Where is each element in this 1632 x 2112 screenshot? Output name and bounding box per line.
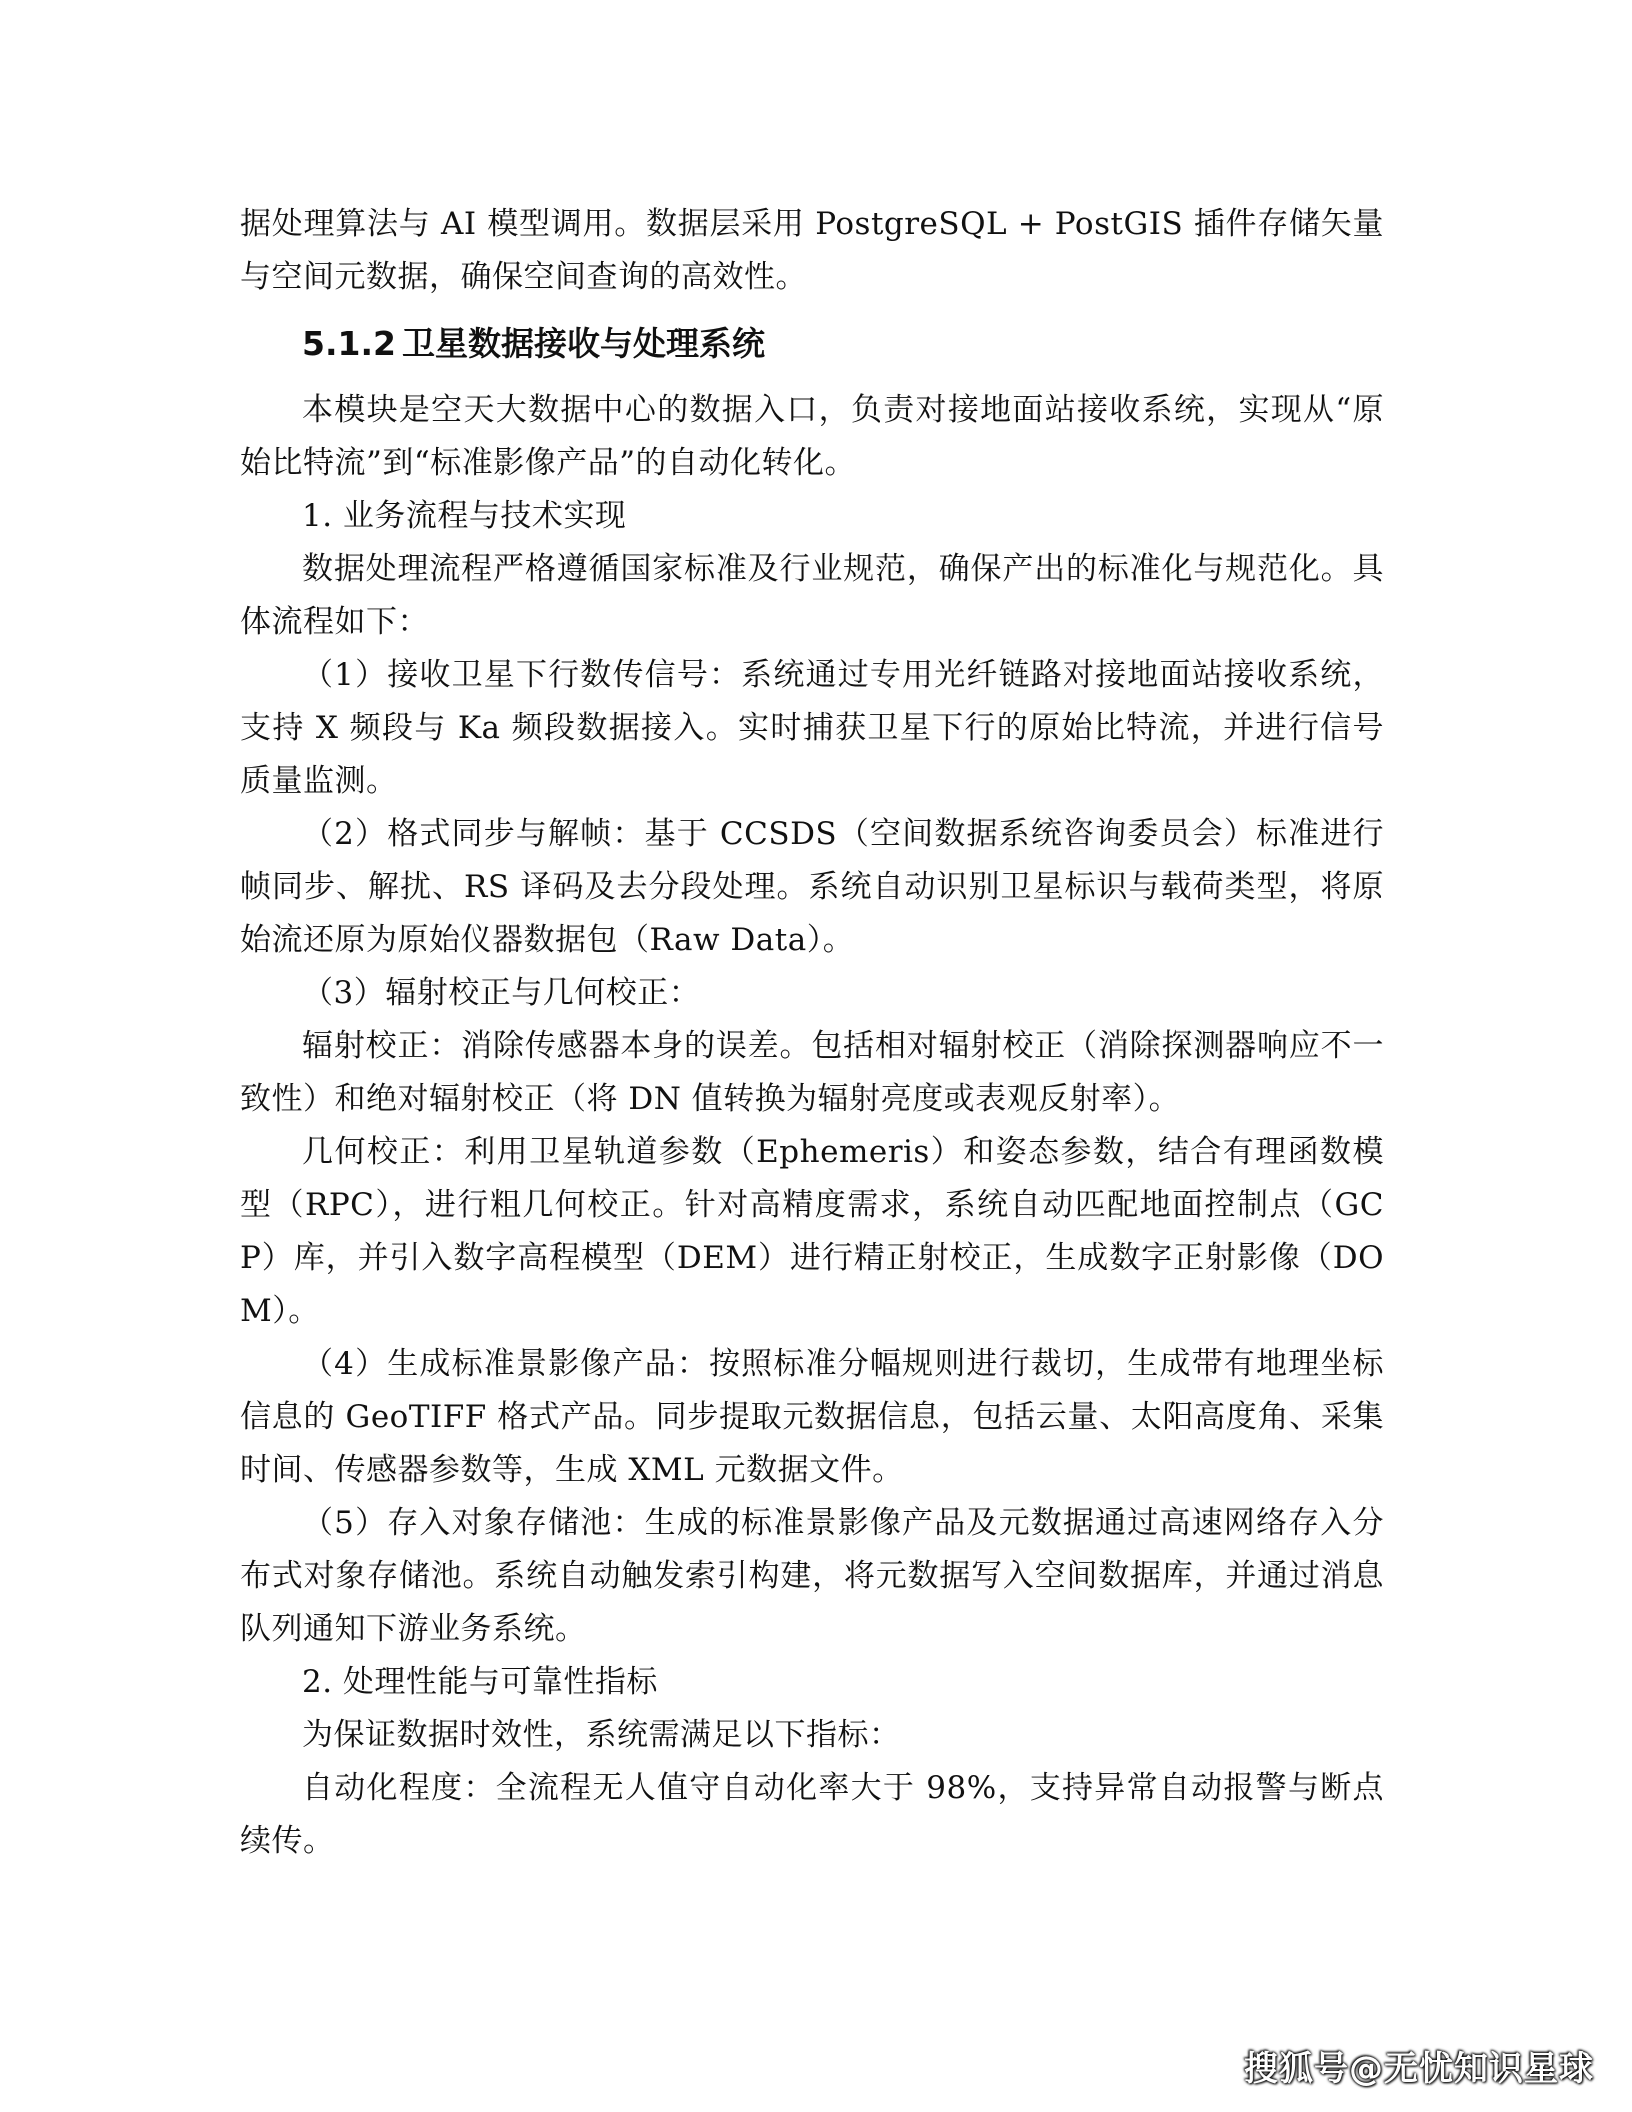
list-item-1: （1）接收卫星下行数传信号：系统通过专用光纤链路对接地面站接收系统，支持 X 频段与 Ka 频段数据接入。实时捕获卫星下行的原始比特流，并进行信号质量监测。 xyxy=(240,657,1384,799)
paragraph-performance-intro: 为保证数据时效性，系统需满足以下指标： xyxy=(302,1717,901,1753)
document-body xyxy=(240,198,1384,1868)
subheading-workflow: 1. 业务流程与技术实现 xyxy=(302,498,627,534)
paragraph-module-intro: 本模块是空天大数据中心的数据入口，负责对接地面站接收系统，实现从“原始比特流”到“标准影像产品”的自动化转化。 xyxy=(240,392,1384,481)
watermark: 搜狐号@无忧知识星球 xyxy=(1244,2049,1594,2089)
list-item-4: （4）生成标准景影像产品：按照标准分幅规则进行裁切，生成带有地理坐标信息的 GeoTIFF 格式产品。同步提取元数据信息，包括云量、太阳高度角、采集时间、传感器参数等，生成 XML 元数据文件。 xyxy=(240,1346,1384,1488)
paragraph-workflow-intro: 数据处理流程严格遵循国家标准及行业规范，确保产出的标准化与规范化。具体流程如下： xyxy=(240,551,1384,640)
section-number: 5.1.2 xyxy=(302,324,396,363)
section-title: 卫星数据接收与处理系统 xyxy=(401,324,765,363)
intro-paragraph: 据处理算法与 AI 模型调用。数据层采用 PostgreSQL + PostGIS 插件存储矢量与空间元数据，确保空间查询的高效性。 xyxy=(240,206,1384,295)
section-heading xyxy=(240,304,1384,384)
paragraph-automation: 自动化程度：全流程无人值守自动化率大于 98%，支持异常自动报警与断点续传。 xyxy=(240,1770,1384,1859)
list-item-3: （3）辐射校正与几何校正： xyxy=(302,975,701,1011)
paragraph-geometric: 几何校正：利用卫星轨道参数（Ephemeris）和姿态参数，结合有理函数模型（RPC），进行粗几何校正。针对高精度需求，系统自动匹配地面控制点（GCP）库，并引入数字高程模型（DEM）进行精正射校正，生成数字正射影像（DOM）。 xyxy=(240,1134,1384,1329)
list-item-2: （2）格式同步与解帧：基于 CCSDS（空间数据系统咨询委员会）标准进行帧同步、解扰、RS 译码及去分段处理。系统自动识别卫星标识与载荷类型，将原始流还原为原始仪器数据包（Raw Data）。 xyxy=(240,816,1384,958)
subheading-performance: 2. 处理性能与可靠性指标 xyxy=(302,1664,658,1700)
list-item-5: （5）存入对象存储池：生成的标准景影像产品及元数据通过高速网络存入分布式对象存储池。系统自动触发索引构建，将元数据写入空间数据库，并通过消息队列通知下游业务系统。 xyxy=(240,1505,1384,1647)
paragraph-radiometric: 辐射校正：消除传感器本身的误差。包括相对辐射校正（消除探测器响应不一致性）和绝对辐射校正（将 DN 值转换为辐射亮度或表观反射率）。 xyxy=(240,1028,1384,1117)
